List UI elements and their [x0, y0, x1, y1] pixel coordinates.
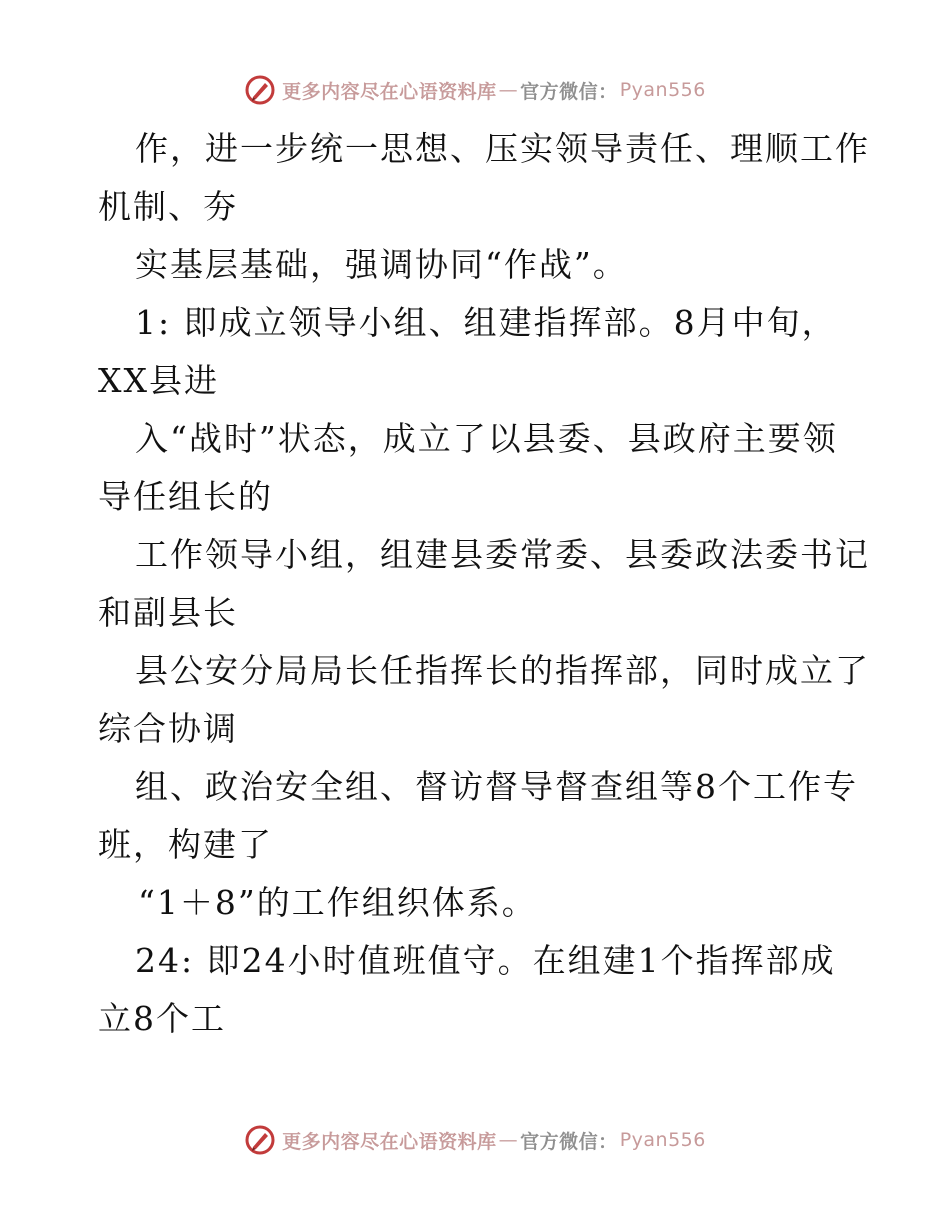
banner-account: Pyan556: [619, 1129, 706, 1151]
text-line: 实基层基础，强调协同“作战”。: [135, 245, 628, 284]
pen-in-circle-icon: [244, 1124, 276, 1156]
document-body: [98, 120, 870, 1048]
text-line: 24: 即24小时值班值守。在组建1个指挥部成: [135, 941, 836, 980]
pen-in-circle-icon: [244, 74, 276, 106]
text-line: 和副县长: [98, 593, 238, 632]
banner-brand-text: 更多内容尽在心语资料库: [282, 80, 497, 103]
banner-account: Pyan556: [619, 79, 706, 101]
banner-dash: —: [498, 79, 519, 101]
text-line: 导任组长的: [98, 477, 273, 516]
text-line: 入“战时”状态，成立了以县委、县政府主要领: [135, 419, 838, 458]
text-line: 班，构建了: [98, 825, 273, 864]
text-line: “1＋8”的工作组织体系。: [138, 883, 537, 922]
text-line: 作，进一步统一思想、压实领导责任、理顺工作: [135, 129, 870, 168]
banner-wechat-label: 官方微信：: [520, 1130, 618, 1153]
text-line: 综合协调: [98, 709, 238, 748]
header-watermark: [0, 70, 950, 110]
text-line: 机制、夯: [98, 187, 238, 226]
text-line: XX县进: [98, 361, 219, 400]
text-line: 立8个工: [98, 999, 226, 1038]
text-line: 县公安分局局长任指挥长的指挥部，同时成立了: [135, 651, 870, 690]
text-line: 1: 即成立领导小组、组建指挥部。8月中旬，: [135, 303, 837, 342]
text-line: 工作领导小组，组建县委常委、县委政法委书记: [135, 535, 870, 574]
banner-dash: —: [498, 1129, 519, 1151]
text-line: 组、政治安全组、督访督导督查组等8个工作专: [135, 767, 858, 806]
banner-wechat-label: 官方微信：: [520, 80, 618, 103]
banner-brand-text: 更多内容尽在心语资料库: [282, 1130, 497, 1153]
footer-watermark: [0, 1120, 950, 1160]
